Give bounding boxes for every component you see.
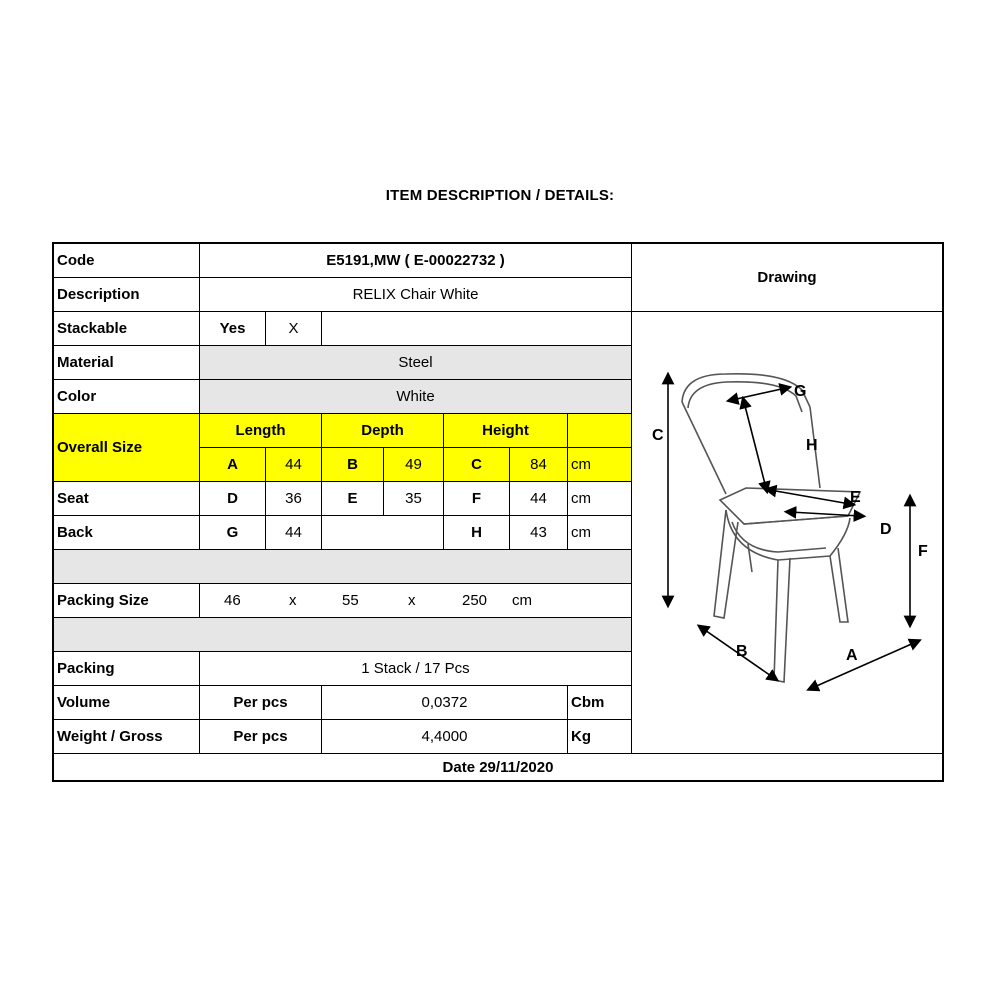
- dim-c-letter: C: [444, 448, 510, 482]
- back-label: Back: [54, 516, 200, 550]
- separator-row-2: [54, 618, 632, 652]
- length-header: Length: [200, 414, 322, 448]
- overall-size-label: Overall Size: [54, 414, 200, 482]
- weight-per: Per pcs: [200, 720, 322, 754]
- dim-b-letter: B: [322, 448, 384, 482]
- stackable-yes: Yes: [200, 312, 266, 346]
- dim-label-e: E: [850, 489, 861, 506]
- dim-a-letter: A: [200, 448, 266, 482]
- packing-value: 1 Stack / 17 Pcs: [200, 652, 632, 686]
- dim-b-value: 49: [384, 448, 444, 482]
- drawing-header: Drawing: [632, 244, 942, 312]
- stackable-label: Stackable: [54, 312, 200, 346]
- dim-c-value: 84: [510, 448, 568, 482]
- dim-label-b: B: [736, 643, 748, 660]
- stackable-empty: [322, 312, 632, 346]
- size-header-empty: [568, 414, 632, 448]
- packing-x1: x: [289, 592, 297, 609]
- color-value: White: [200, 380, 632, 414]
- seat-f-letter: F: [444, 482, 510, 516]
- seat-e-letter: E: [322, 482, 384, 516]
- seat-label: Seat: [54, 482, 200, 516]
- description-label: Description: [54, 278, 200, 312]
- packing-height: 250: [462, 592, 488, 609]
- chair-outline: [682, 374, 860, 682]
- volume-label: Volume: [54, 686, 200, 720]
- back-g-value: 44: [266, 516, 322, 550]
- stackable-mark: X: [266, 312, 322, 346]
- seat-unit: cm: [568, 482, 632, 516]
- size-unit: cm: [568, 448, 632, 482]
- back-unit: cm: [568, 516, 632, 550]
- back-h-letter: H: [444, 516, 510, 550]
- back-g-letter: G: [200, 516, 266, 550]
- weight-unit: Kg: [568, 720, 632, 754]
- seat-d-letter: D: [200, 482, 266, 516]
- packing-width: 46: [224, 592, 241, 609]
- separator-row: [54, 550, 632, 584]
- packing-size-values: [200, 584, 632, 618]
- dim-a-value: 44: [266, 448, 322, 482]
- dimension-lines: [668, 378, 916, 688]
- packing-x2: x: [408, 592, 416, 609]
- back-empty: [322, 516, 444, 550]
- packing-size-label: Packing Size: [54, 584, 200, 618]
- details-table: [52, 242, 944, 782]
- color-label: Color: [54, 380, 200, 414]
- height-header: Height: [444, 414, 568, 448]
- volume-unit: Cbm: [568, 686, 632, 720]
- seat-d-value: 36: [266, 482, 322, 516]
- chair-drawing-svg: [634, 312, 942, 746]
- volume-per: Per pcs: [200, 686, 322, 720]
- material-value: Steel: [200, 346, 632, 380]
- code-value: E5191,MW ( E-00022732 ): [200, 244, 632, 278]
- dim-label-a: A: [846, 647, 858, 664]
- dim-label-h: H: [806, 437, 818, 454]
- date: Date 29/11/2020: [442, 758, 554, 776]
- weight-value: 4,4000: [322, 720, 568, 754]
- code-label: Code: [54, 244, 200, 278]
- chair-drawing: [634, 312, 942, 746]
- seat-e-value: 35: [384, 482, 444, 516]
- packing-label: Packing: [54, 652, 200, 686]
- material-label: Material: [54, 346, 200, 380]
- description-value: RELIX Chair White: [200, 278, 632, 312]
- page-title: ITEM DESCRIPTION / DETAILS:: [385, 187, 615, 204]
- back-h-value: 43: [510, 516, 568, 550]
- dim-label-g: G: [794, 383, 807, 400]
- volume-value: 0,0372: [322, 686, 568, 720]
- depth-header: Depth: [322, 414, 444, 448]
- weight-label: Weight / Gross: [54, 720, 200, 754]
- dim-label-f: F: [918, 543, 928, 560]
- packing-depth: 55: [342, 592, 359, 609]
- packing-unit: cm: [512, 592, 532, 609]
- dim-label-c: C: [652, 427, 664, 444]
- dim-label-d: D: [880, 521, 892, 538]
- seat-f-value: 44: [510, 482, 568, 516]
